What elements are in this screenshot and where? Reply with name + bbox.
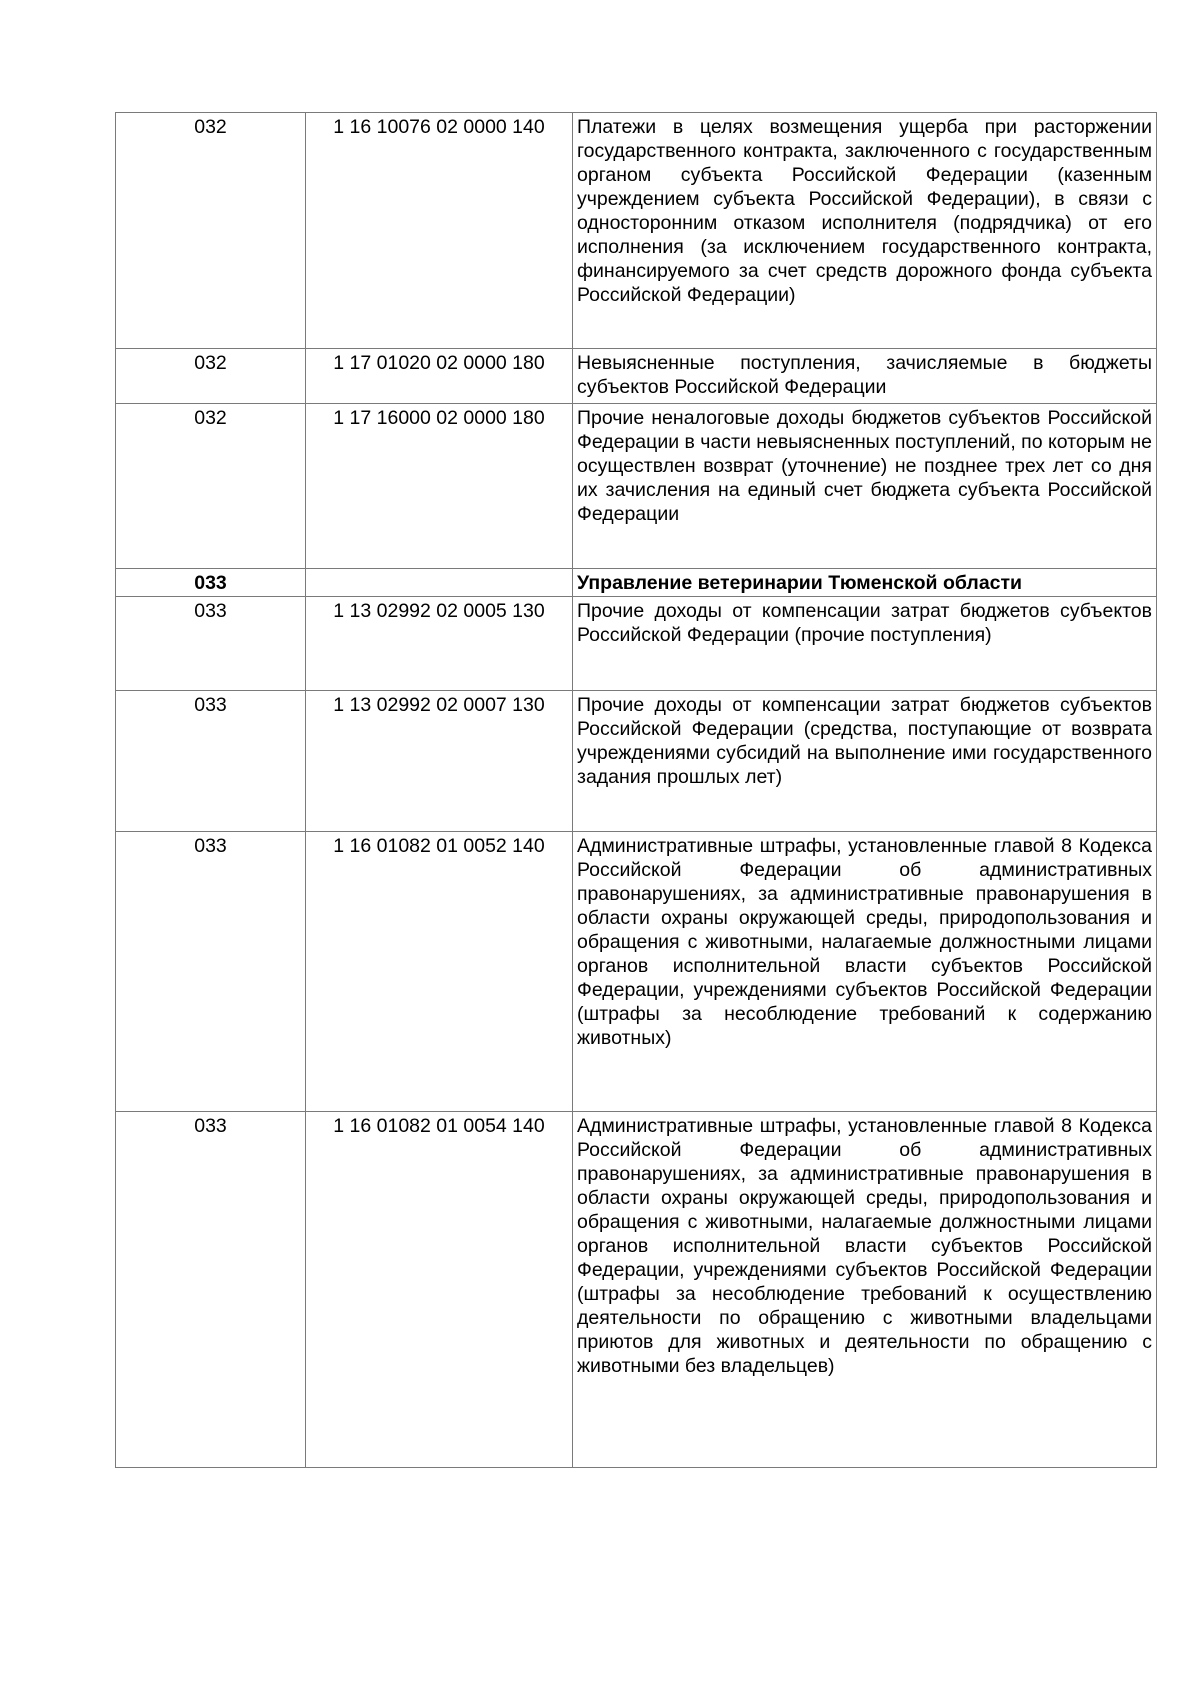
revenue-name-cell: Прочие доходы от компенсации затрат бюджетов субъектов Российской Федерации (средства, поступающие от возврата учреждениями субсидий на выполнение ими государственного задания прошлых лет) [573,691,1157,832]
table-row [116,597,1157,691]
budget-code-cell: 1 16 10076 02 0000 140 [306,113,573,349]
admin-code-cell: 032 [116,404,306,569]
table-row [116,832,1157,1112]
admin-code-cell: 033 [116,832,306,1112]
table-row [116,1112,1157,1468]
revenue-name-cell: Административные штрафы, установленные главой 8 Кодекса Российской Федерации об административных правонарушениях, за административные правонарушения в области охраны окружающей среды, природопользования и обращения с животными, налагаемые должностными лицами органов исполнительной власти субъектов Российской Федерации, учреждениями субъектов Российской Федерации (штрафы за несоблюдение требований к осуществлению деятельности по обращению с животными владельцами приютов для животных и деятельности по обращению с животными без владельцев) [573,1112,1157,1468]
admin-code-cell: 033 [116,1112,306,1468]
budget-code-cell: 1 17 01020 02 0000 180 [306,349,573,404]
budget-code-cell: 1 16 01082 01 0054 140 [306,1112,573,1468]
table-row [116,349,1157,404]
table-row-section-header [116,569,1157,597]
budget-code-cell: 1 17 16000 02 0000 180 [306,404,573,569]
revenue-name-cell: Невыясненные поступления, зачисляемые в бюджеты субъектов Российской Федерации [573,349,1157,404]
budget-code-cell: 1 13 02992 02 0007 130 [306,691,573,832]
admin-code-cell: 033 [116,597,306,691]
budget-code-cell: 1 16 01082 01 0052 140 [306,832,573,1112]
revenue-name-cell: Платежи в целях возмещения ущерба при расторжении государственного контракта, заключенного с государственным органом субъекта Российской Федерации (казенным учреждением субъекта Российской Федерации), в связи с односторонним отказом исполнителя (подрядчика) от его исполнения (за исключением государственного контракта, финансируемого за счет средств дорожного фонда субъекта Российской Федерации) [573,113,1157,349]
admin-code-cell: 032 [116,349,306,404]
table-row [116,691,1157,832]
budget-code-cell: 1 13 02992 02 0005 130 [306,597,573,691]
admin-code-cell: 033 [116,569,306,597]
revenue-code-table [115,112,1157,1468]
revenue-name-cell: Прочие неналоговые доходы бюджетов субъектов Российской Федерации в части невыясненных поступлений, по которым не осуществлен возврат (уточнение) не позднее трех лет со дня их зачисления на единый счет бюджета субъекта Российской Федерации [573,404,1157,569]
table-row [116,113,1157,349]
section-title-cell: Управление ветеринарии Тюменской области [573,569,1157,597]
admin-code-cell: 032 [116,113,306,349]
budget-code-cell [306,569,573,597]
revenue-name-cell: Прочие доходы от компенсации затрат бюджетов субъектов Российской Федерации (прочие поступления) [573,597,1157,691]
admin-code-cell: 033 [116,691,306,832]
revenue-name-cell: Административные штрафы, установленные главой 8 Кодекса Российской Федерации об административных правонарушениях, за административные правонарушения в области охраны окружающей среды, природопользования и обращения с животными, налагаемые должностными лицами органов исполнительной власти субъектов Российской Федерации, учреждениями субъектов Российской Федерации (штрафы за несоблюдение требований к содержанию животных) [573,832,1157,1112]
table-row [116,404,1157,569]
